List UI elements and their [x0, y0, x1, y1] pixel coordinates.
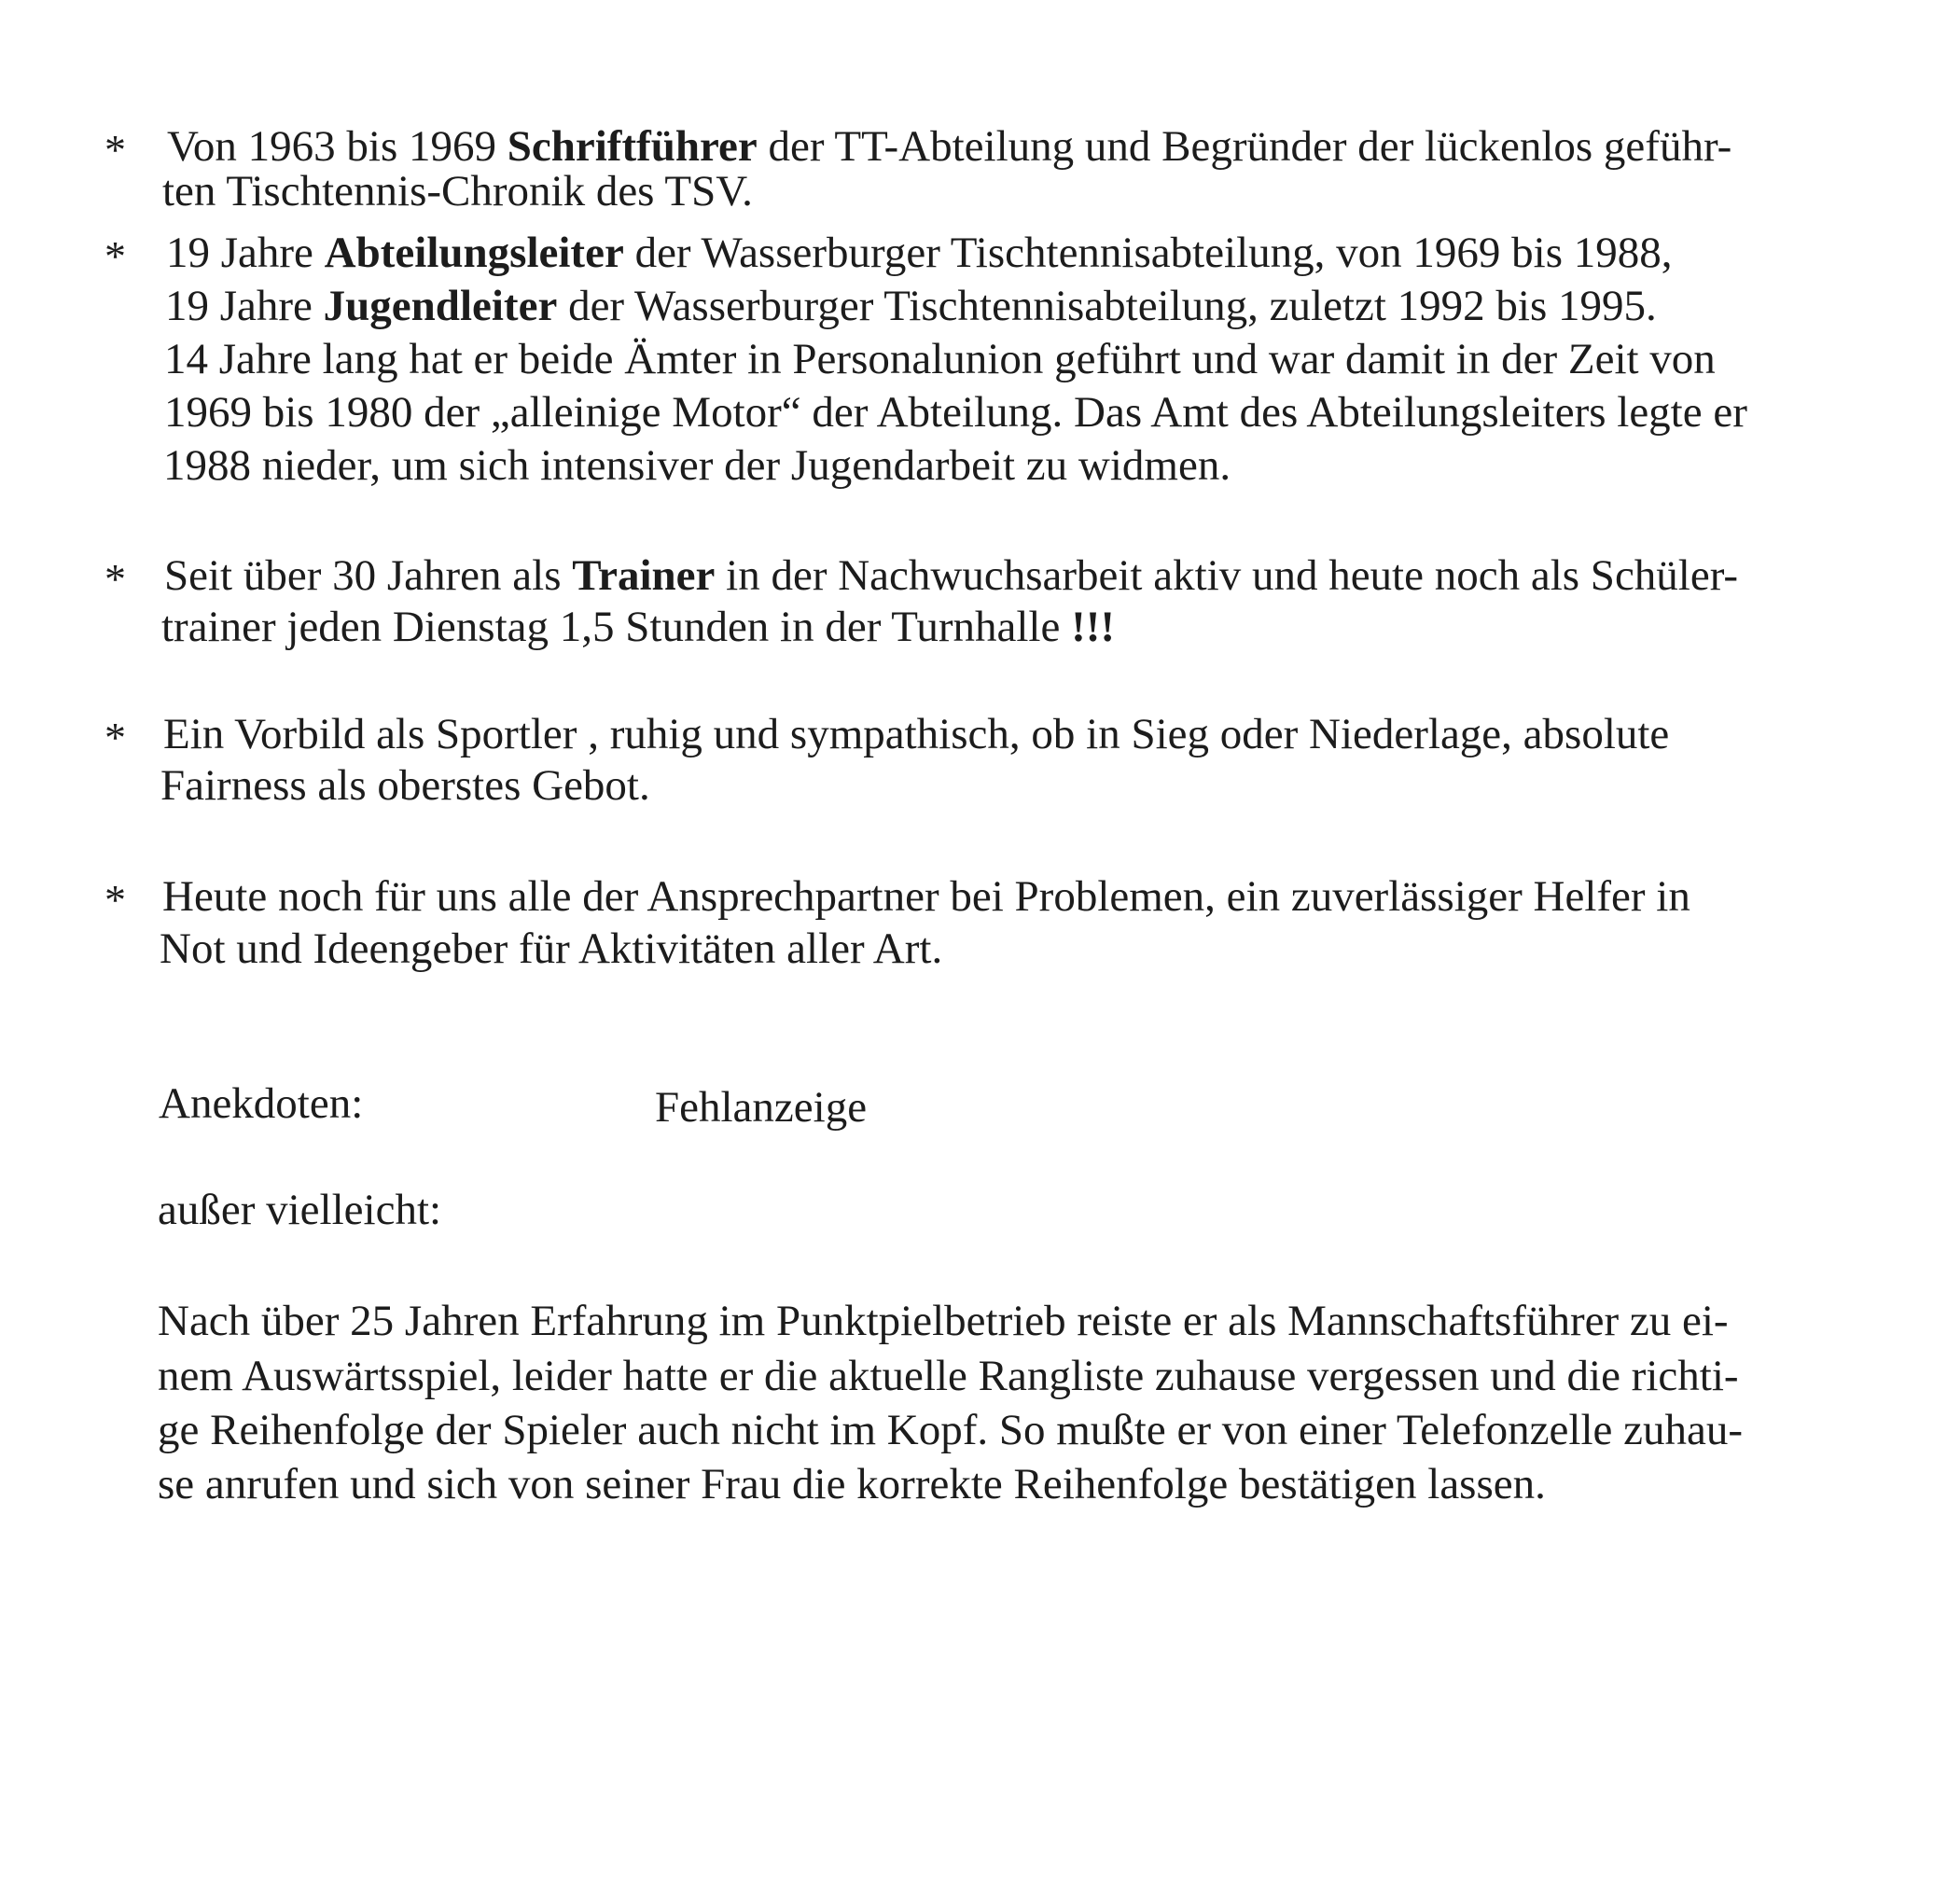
bold-term: !!!: [1071, 603, 1116, 651]
bullet-star: *: [104, 876, 126, 924]
bullet-star: *: [104, 555, 126, 603]
text-run: Fairness als oberstes Gebot.: [160, 761, 650, 810]
bold-term: Schriftführer: [507, 122, 758, 171]
bold-term: Abteilungsleiter: [324, 229, 624, 277]
text-run: Ein Vorbild als Sportler , ruhig und sympathisch, ob in Sieg oder Niederlage, absolute: [163, 710, 1670, 758]
bold-term: Trainer: [572, 551, 716, 600]
bullet-star: *: [104, 232, 126, 280]
item-line: [162, 164, 753, 218]
text-run: 14 Jahre lang hat er beide Ämter in Personalunion geführt und war damit in der Zeit von: [164, 335, 1716, 383]
story-line: Nach über 25 Jahren Erfahrung im Punktpielbetrieb reiste er als Mannschaftsführer zu ei-: [158, 1297, 1729, 1345]
item-line: [161, 600, 1115, 654]
story-line: nem Auswärtsspiel, leider hatte er die aktuelle Rangliste zuhause vergessen und die richti-: [158, 1352, 1739, 1400]
item-line: [166, 226, 1673, 280]
item-line: [163, 707, 1669, 761]
text-run: Von 1963 bis 1969: [167, 122, 508, 171]
text-run: 1969 bis 1980 der „alleinige Motor“ der Abteilung. Das Amt des Abteilungsleiters legte er: [164, 388, 1747, 437]
text-run: Heute noch für uns alle der Ansprechpartner bei Problemen, ein zuverlässiger Helfer in: [162, 872, 1690, 921]
story-line: ge Reihenfolge der Spieler auch nicht im Kopf. So mußte er von einer Telefonzelle zuhau-: [158, 1406, 1743, 1454]
text-run: trainer jeden Dienstag 1,5 Stunden in der Turnhalle: [161, 603, 1072, 651]
bullet-star: *: [104, 126, 126, 174]
item-line: [162, 869, 1690, 924]
text-run: in der Nachwuchsarbeit aktiv und heute noch als Schüler-: [715, 551, 1739, 600]
item-line: [164, 332, 1716, 386]
text-run: der Wasserburger Tischtennisabteilung, von 1969 bis 1988,: [623, 229, 1673, 277]
story-line: se anrufen und sich von seiner Frau die korrekte Reihenfolge bestätigen lassen.: [158, 1460, 1546, 1508]
item-line: [165, 279, 1657, 333]
item-line: [164, 549, 1738, 603]
item-line: [164, 385, 1747, 439]
item-line: [160, 922, 942, 976]
item-line: [163, 438, 1231, 493]
text-run: 1988 nieder, um sich intensiver der Jugendarbeit zu widmen.: [163, 441, 1231, 490]
bold-term: Jugendleiter: [323, 282, 558, 330]
text-run: 19 Jahre: [165, 282, 324, 330]
anecdotes-value: Fehlanzeige: [655, 1083, 868, 1132]
text-run: Seit über 30 Jahren als: [164, 551, 573, 600]
except-label: außer vielleicht:: [158, 1186, 442, 1234]
text-run: Not und Ideengeber für Aktivitäten aller Art.: [160, 924, 943, 973]
bullet-star: *: [104, 714, 126, 761]
anecdotes-label: Anekdoten:: [159, 1079, 364, 1128]
text-run: ten Tischtennis-Chronik des TSV.: [162, 167, 753, 215]
text-run: 19 Jahre: [166, 229, 325, 277]
item-line: [160, 758, 650, 813]
text-run: der TT-Abteilung und Begründer der lückenlos geführ-: [757, 122, 1732, 171]
text-run: der Wasserburger Tischtennisabteilung, zuletzt 1992 bis 1995.: [557, 282, 1657, 330]
